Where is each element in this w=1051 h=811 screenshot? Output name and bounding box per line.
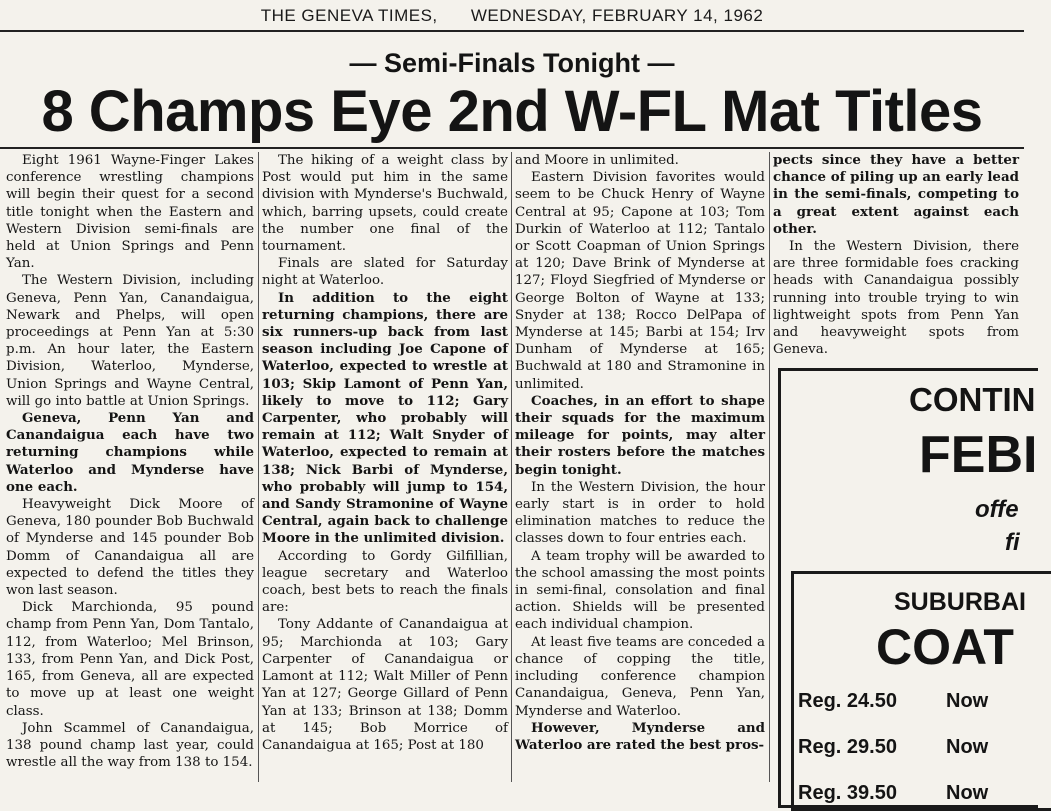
masthead-rule — [0, 30, 1024, 32]
headline-rule — [0, 147, 1024, 149]
advertisement — [778, 368, 1038, 808]
ad-line: offe — [975, 496, 1019, 523]
paragraph: Finals are slated for Saturday night at Waterloo. — [262, 256, 508, 289]
column-divider — [258, 152, 259, 782]
paragraph: In the Western Division, there are three formidable foes cracking heads with Canandaigua possibly running into trouble trying to win lightweight spots from Penn Yan and heavyweight spots from Geneva. — [773, 239, 1019, 358]
article-column-3 — [515, 152, 765, 780]
paragraph: Coaches, in an effort to shape their squads for the maximum mileage for points, may alter their rosters before the matches begin tonight. — [515, 392, 765, 478]
paragraph: In the Western Division, the hour early start is in order to hold elimination matches to reduce the classes down to four entries each. — [515, 479, 765, 547]
paragraph: Eight 1961 Wayne-Finger Lakes conference wrestling champions will begin their quest for a second title tonight when the Eastern and Western Division semi-finals are held at Union Springs and Penn Yan. — [6, 153, 254, 272]
masthead — [0, 6, 1024, 26]
ad-price-box — [791, 571, 1051, 811]
article-column-2 — [262, 152, 508, 780]
regular-price: Reg. 39.50 — [798, 782, 897, 804]
paragraph: However, Mynderse and Waterloo are rated the best pros- — [515, 719, 765, 753]
issue-date: WEDNESDAY, FEBRUARY 14, 1962 — [470, 6, 764, 25]
column-divider — [511, 152, 512, 782]
main-headline: 8 Champs Eye 2nd W-FL Mat Titles — [41, 79, 983, 144]
regular-price: Reg. 24.50 — [798, 690, 897, 712]
article-column-4 — [773, 152, 1019, 358]
paragraph: Heavyweight Dick Moore of Geneva, 180 pounder Bob Buchwald of Mynderse and 145 pounder Bob Domm of Canandaigua all are expected to defend the titles they won last season. — [6, 497, 254, 599]
article-column-1 — [6, 152, 254, 780]
ad-line: FEBI — [919, 426, 1038, 484]
paragraph: Geneva, Penn Yan and Canandaigua each have two returning champions while Waterloo and Mynderse have one each. — [6, 410, 254, 495]
paragraph: At least five teams are conceded a chance of copping the title, including conference champion Canandaigua, Geneva, Penn Yan, Mynderse and Waterloo. — [515, 634, 765, 719]
column-divider — [769, 152, 770, 782]
paragraph: and Moore in unlimited. — [515, 153, 679, 168]
now-price: Now — [946, 782, 989, 804]
paragraph: Eastern Division favorites would seem to be Chuck Henry of Wayne Central at 95; Capone at 103; Tom Durkin of Waterloo at 112; Tantalo or Scott Coapman of Union Springs at 120; Dave Brink of Mynderse at 127; Floyd Siegfried of Mynderse or George Bolton of Wayne at 133; Snyder at 138; Rocco DelPapa of Mynderse at 145; Barbi at 154; Irv Dunham of Mynderse at 165; Buchwald at 180 and Stramonine in unlimited. — [515, 170, 765, 392]
kicker-headline: — Semi-Finals Tonight — — [349, 48, 675, 78]
ad-line: fi — [1005, 529, 1020, 556]
paragraph: A team trophy will be awarded to the school amassing the most points in semi-final, consolation and final action. Shields will be presented each individual champion. — [515, 548, 765, 633]
paragraph: The Western Division, including Geneva, Penn Yan, Canandaigua, Newark and Phelps, will open proceedings at Penn Yan at 5:30 p.m. An hour later, the Eastern Division, Waterloo, Mynderse, Union Springs and Wayne Central, will go into battle at Union Springs. — [6, 273, 254, 409]
paragraph: Dick Marchionda, 95 pound champ from Penn Yan, Dom Tantalo, 112, from Waterloo; Mel Brinson, 133, from Penn Yan, and Dick Post, 165, from Geneva, all are expected to move up at least one weight class. — [6, 600, 254, 719]
ad-line: SUBURBAI — [894, 588, 1026, 616]
now-price: Now — [946, 736, 989, 758]
paragraph: pects since they have a better chance of piling up an early lead in the semi-finals, competing to a great extent against each other. — [773, 152, 1019, 237]
ad-line: COAT — [876, 619, 1014, 675]
paragraph: In addition to the eight returning champions, there are six runners-up back from last season including Joe Capone of Waterloo, expected to wrestle at 103; Skip Lamont of Penn Yan, likely to move to 112; Gary Carpenter, who probably will remain at 112; Walt Snyder of Waterloo, expected to remain at 138; Nick Barbi of Mynderse, who probably will jump to 154, and Sandy Stramonine of Wayne Central, again back to challenge Moore in the unlimited division. — [262, 289, 508, 547]
paragraph: John Scammel of Canandaigua, 138 pound champ last year, could wrestle all the way from 138 to 154. — [6, 720, 254, 771]
newspaper-name: THE GENEVA TIMES, — [260, 6, 438, 25]
paragraph: Tony Addante of Canandaigua at 95; Marchionda at 103; Gary Carpenter of Canandaigua or Lamont at 112; Walt Miller of Penn Yan at 127; George Gillard of Penn Yan at 133; Brinson at 138; Domm at 145; Bob Morrice of Canandaigua at 165; Post at 180 — [262, 617, 508, 753]
regular-price: Reg. 29.50 — [798, 736, 897, 758]
ad-line: CONTIN — [909, 381, 1036, 418]
paragraph: According to Gordy Gilfillian, league secretary and Waterloo coach, best bets to reach the finals are: — [262, 548, 508, 616]
now-price: Now — [946, 690, 989, 712]
paragraph: The hiking of a weight class by Post would put him in the same division with Mynderse's Buchwald, which, barring upsets, could create the number one final of the tournament. — [262, 153, 508, 255]
